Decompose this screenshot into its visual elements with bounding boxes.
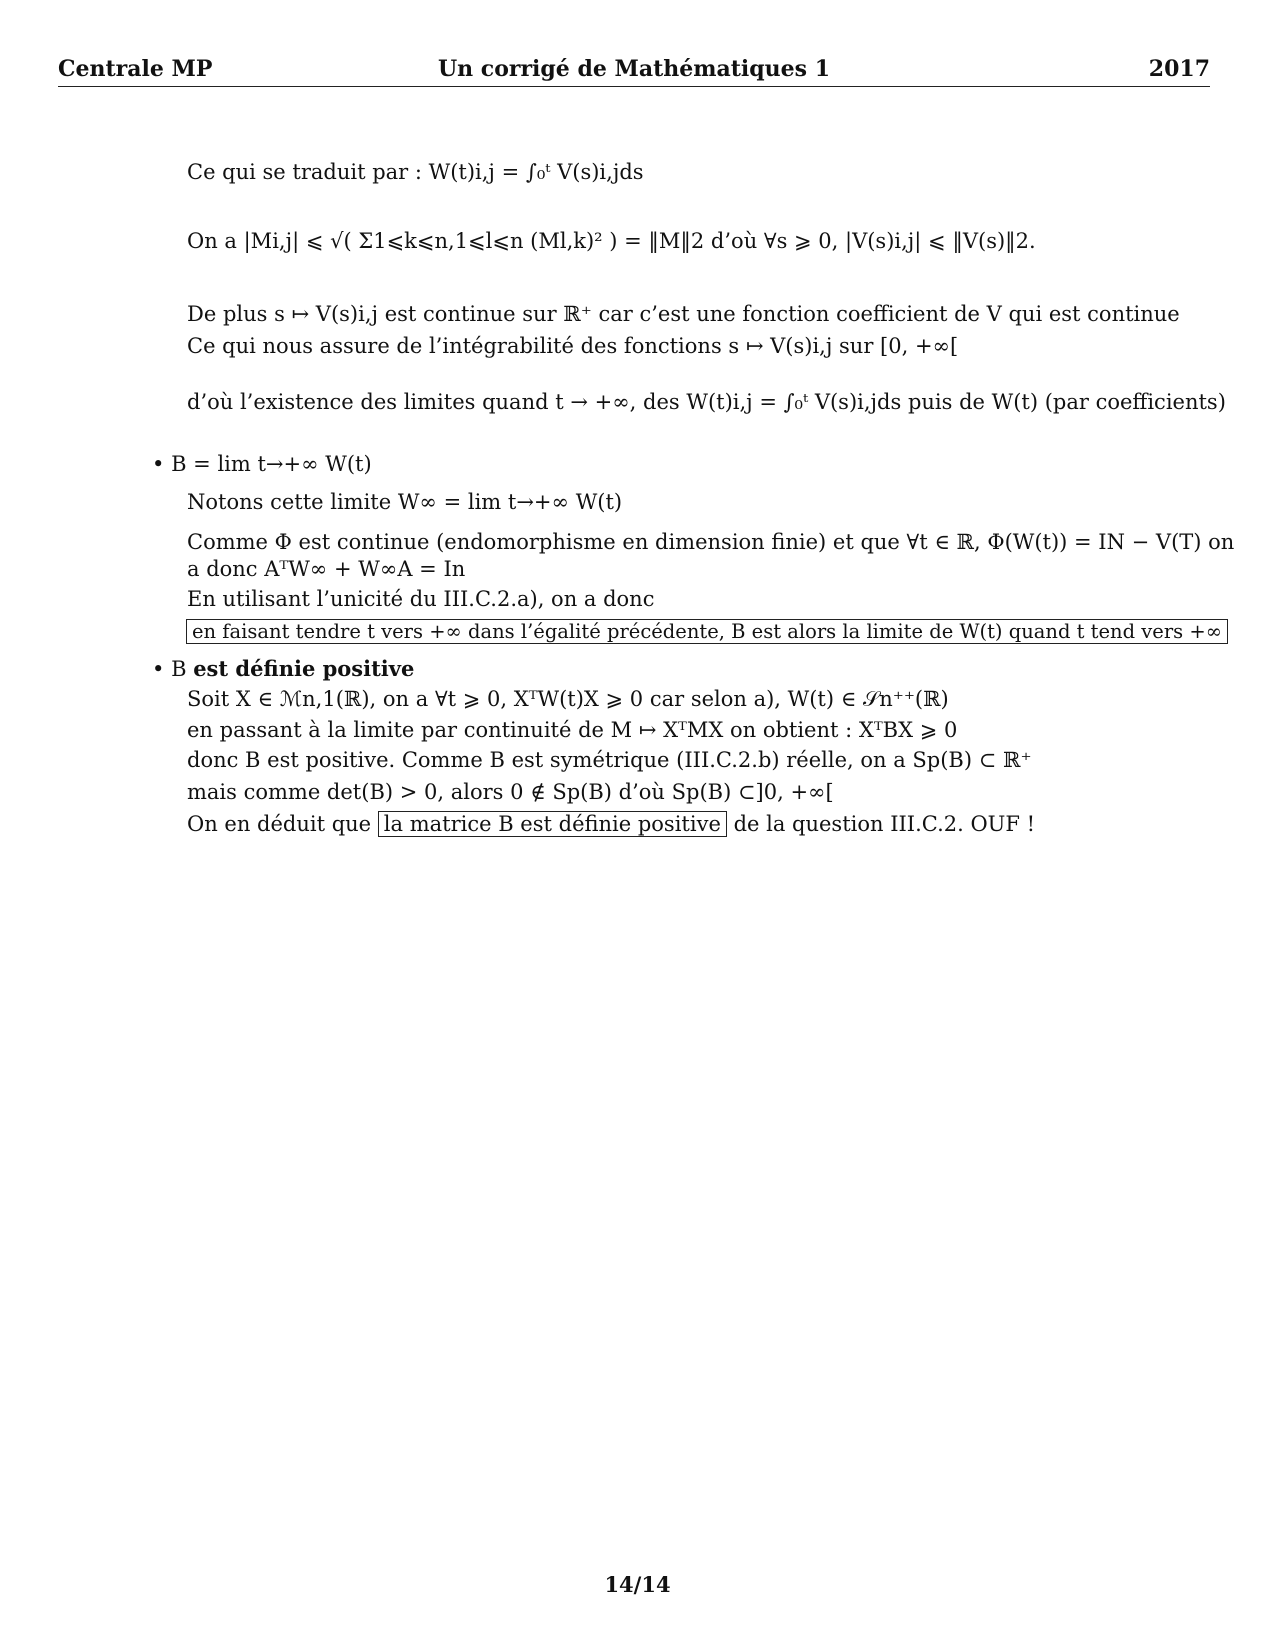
line-b-positive: donc B est positive. Comme B est symétrique (III.C.2.b) réelle, on a Sp(B) ⊂ ℝ⁺ xyxy=(187,748,1032,772)
bullet-b-letter: B xyxy=(171,657,187,681)
final-suffix: de la question III.C.2. OUF ! xyxy=(733,812,1036,836)
bullet-dot-icon: • xyxy=(152,452,172,476)
bullet-dot-icon: • xyxy=(152,657,172,681)
bullet-definite-positive xyxy=(152,655,414,683)
page-number: 14/14 xyxy=(604,1572,671,1597)
line-continuity: De plus s ↦ V(s)i,j est continue sur ℝ⁺ car c’est une fonction coefficient de V qui est continue xyxy=(187,302,1180,326)
final-prefix: On en déduit que xyxy=(187,812,372,836)
header-year: 2017 xyxy=(1148,56,1210,82)
bullet-b-limit-text: B = lim t→+∞ W(t) xyxy=(171,452,372,476)
boxed-conclusion-text: en faisant tendre t vers +∞ dans l’égalité précédente, B est alors la limite de W(t) quand t tend vers +∞ xyxy=(186,619,1228,644)
final-boxed-result: la matrice B est définie positive xyxy=(378,811,727,837)
line-uniqueness: En utilisant l’unicité du III.C.2.a), on a donc xyxy=(187,587,655,611)
header-title: Un corrigé de Mathématiques 1 xyxy=(437,56,831,82)
boxed-conclusion-limit xyxy=(186,617,1228,646)
line-soit-x: Soit X ∈ ℳn,1(ℝ), on a ∀t ⩾ 0, XᵀW(t)X ⩾ 0 car selon a), W(t) ∈ 𝒮n⁺⁺(ℝ) xyxy=(187,687,949,711)
line-integrability: Ce qui nous assure de l’intégrabilité des fonctions s ↦ V(s)i,j sur [0, +∞[ xyxy=(187,334,959,358)
bullet-bold-title: est définie positive xyxy=(193,656,415,681)
line-phi-continuous: Comme Φ est continue (endomorphisme en dimension finie) et que ∀t ∈ ℝ, Φ(W(t)) = IN − V(T) on xyxy=(187,530,1235,554)
line-norm-inequality: On a |Mi,j| ⩽ √( Σ1⩽k⩽n,1⩽l⩽n (Ml,k)² ) = ‖M‖2 d’où ∀s ⩾ 0, |V(s)i,j| ⩽ ‖V(s)‖2. xyxy=(187,229,1036,253)
line-notation-winf: Notons cette limite W∞ = lim t→+∞ W(t) xyxy=(187,490,623,514)
line-integral-w: Ce qui se traduit par : W(t)i,j = ∫₀ᵗ V(s)i,jds xyxy=(187,160,644,184)
page-header xyxy=(58,56,1210,87)
line-limits-existence: d’où l’existence des limites quand t → +∞, des W(t)i,j = ∫₀ᵗ V(s)i,jds puis de W(t) (par coefficients) xyxy=(187,390,1226,414)
line-lyapunov-equation: a donc AᵀW∞ + W∞A = In xyxy=(187,557,466,581)
header-left: Centrale MP xyxy=(58,56,213,82)
line-det-positive: mais comme det(B) > 0, alors 0 ∉ Sp(B) d’où Sp(B) ⊂]0, +∞[ xyxy=(187,780,834,804)
bullet-b-limit xyxy=(152,450,372,478)
line-pass-limit: en passant à la limite par continuité de M ↦ XᵀMX on obtient : XᵀBX ⩾ 0 xyxy=(187,718,958,742)
line-final-conclusion xyxy=(187,810,1035,838)
